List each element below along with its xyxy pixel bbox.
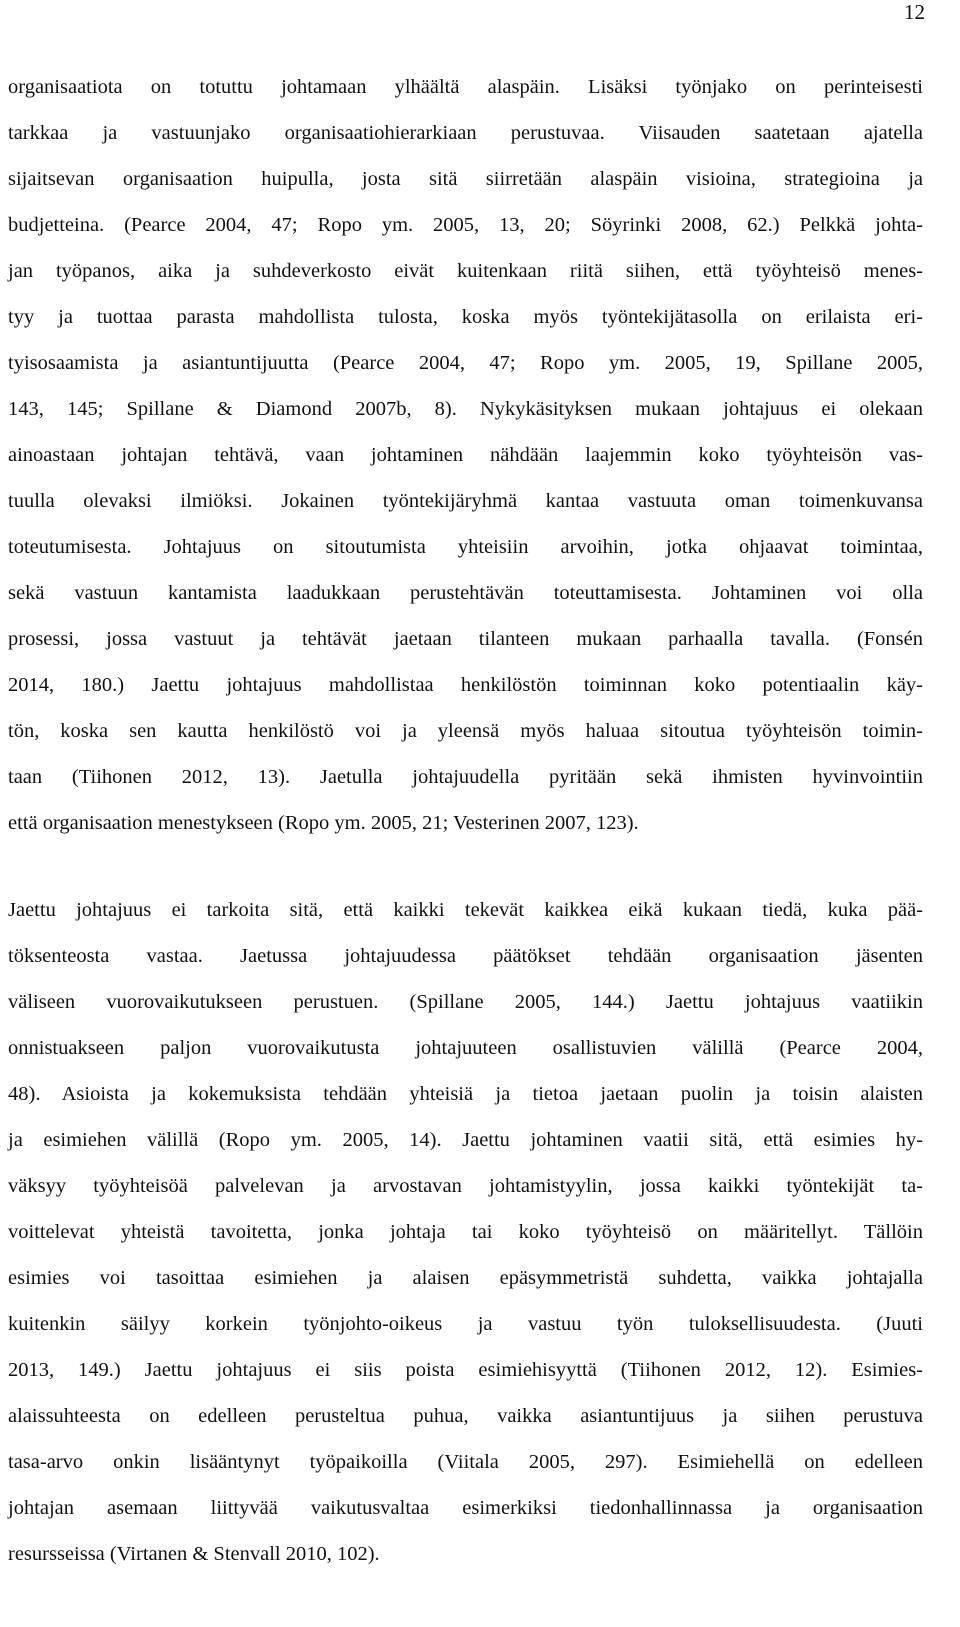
text-line: organisaatiota on totuttu johtamaan ylhäältä alaspäin. Lisäksi työnjako on perinteisesti [8, 76, 923, 98]
text-line: voittelevat yhteistä tavoitetta, jonka johtaja tai koko työyhteisö on määritellyt. Tällöin [8, 1221, 923, 1243]
text-line: tyy ja tuottaa parasta mahdollista tulosta, koska myös työntekijätasolla on erilaista eri- [8, 306, 923, 328]
text-line: johtajan asemaan liittyvää vaikutusvaltaa esimerkiksi tiedonhallinnassa ja organisaation [8, 1497, 923, 1519]
text-line: sijaitsevan organisaation huipulla, josta sitä siirretään alaspäin visioina, strategioina ja [8, 168, 923, 190]
text-line: 2014, 180.) Jaettu johtajuus mahdollistaa henkilöstön toiminnan koko potentiaalin käy- [8, 674, 923, 696]
text-line: resursseissa (Virtanen & Stenvall 2010, 102). [8, 1543, 380, 1565]
text-line: prosessi, jossa vastuut ja tehtävät jaetaan tilanteen mukaan parhaalla tavalla. (Fonsén [8, 628, 923, 650]
text-line: kuitenkin säilyy korkein työnjohto-oikeus ja vastuu työn tuloksellisuudesta. (Juuti [8, 1313, 923, 1335]
text-line: tön, koska sen kautta henkilöstö voi ja yleensä myös haluaa sitoutua työyhteisön toimin- [8, 720, 923, 742]
text-line: sekä vastuun kantamista laadukkaan perustehtävän toteuttamisesta. Johtaminen voi olla [8, 582, 923, 604]
text-line: 2013, 149.) Jaettu johtajuus ei siis poista esimiehisyyttä (Tiihonen 2012, 12). Esimies- [8, 1359, 923, 1381]
text-line: töksenteosta vastaa. Jaetussa johtajuudessa päätökset tehdään organisaation jäsenten [8, 945, 923, 967]
page-number: 12 [904, 0, 925, 24]
text-line: alaissuhteesta on edelleen perusteltua puhua, vaikka asiantuntijuus ja siihen perustuva [8, 1405, 923, 1427]
text-line: tasa-arvo onkin lisääntynyt työpaikoilla (Viitala 2005, 297). Esimiehellä on edelleen [8, 1451, 923, 1473]
text-line: 48). Asioista ja kokemuksista tehdään yhteisiä ja tietoa jaetaan puolin ja toisin alaisten [8, 1083, 923, 1105]
text-line: ainoastaan johtajan tehtävä, vaan johtaminen nähdään laajemmin koko työyhteisön vas- [8, 444, 923, 466]
text-line: esimies voi tasoittaa esimiehen ja alaisen epäsymmetristä suhdetta, vaikka johtajalla [8, 1267, 923, 1289]
text-line: 143, 145; Spillane & Diamond 2007b, 8). Nykykäsityksen mukaan johtajuus ei olekaan [8, 398, 923, 420]
text-line: väksyy työyhteisöä palvelevan ja arvostavan johtamistyylin, jossa kaikki työntekijät ta- [8, 1175, 923, 1197]
text-line: että organisaation menestykseen (Ropo ym. 2005, 21; Vesterinen 2007, 123). [8, 812, 639, 834]
text-line: tarkkaa ja vastuunjako organisaatiohierarkiaan perustuvaa. Viisauden saatetaan ajatella [8, 122, 923, 144]
text-line: väliseen vuorovaikutukseen perustuen. (Spillane 2005, 144.) Jaettu johtajuus vaatiikin [8, 991, 923, 1013]
text-line: taan (Tiihonen 2012, 13). Jaetulla johtajuudella pyritään sekä ihmisten hyvinvointiin [8, 766, 923, 788]
text-line: ja esimiehen välillä (Ropo ym. 2005, 14). Jaettu johtaminen vaatii sitä, että esimies hy- [8, 1129, 923, 1151]
text-line: budjetteina. (Pearce 2004, 47; Ropo ym. 2005, 13, 20; Söyrinki 2008, 62.) Pelkkä johta- [8, 214, 923, 236]
text-line: jan työpanos, aika ja suhdeverkosto eivät kuitenkaan riitä siihen, että työyhteisö menes- [8, 260, 923, 282]
text-line: onnistuakseen paljon vuorovaikutusta johtajuuteen osallistuvien välillä (Pearce 2004, [8, 1037, 923, 1059]
text-line: Jaettu johtajuus ei tarkoita sitä, että kaikki tekevät kaikkea eikä kukaan tiedä, kuka pää- [8, 899, 923, 921]
text-line: tuulla olevaksi ilmiöksi. Jokainen työntekijäryhmä kantaa vastuuta oman toimenkuvansa [8, 490, 923, 512]
text-line: tyisosaamista ja asiantuntijuutta (Pearce 2004, 47; Ropo ym. 2005, 19, Spillane 2005, [8, 352, 923, 374]
text-line: toteutumisesta. Johtajuus on sitoutumista yhteisiin arvoihin, jotka ohjaavat toimintaa, [8, 536, 923, 558]
